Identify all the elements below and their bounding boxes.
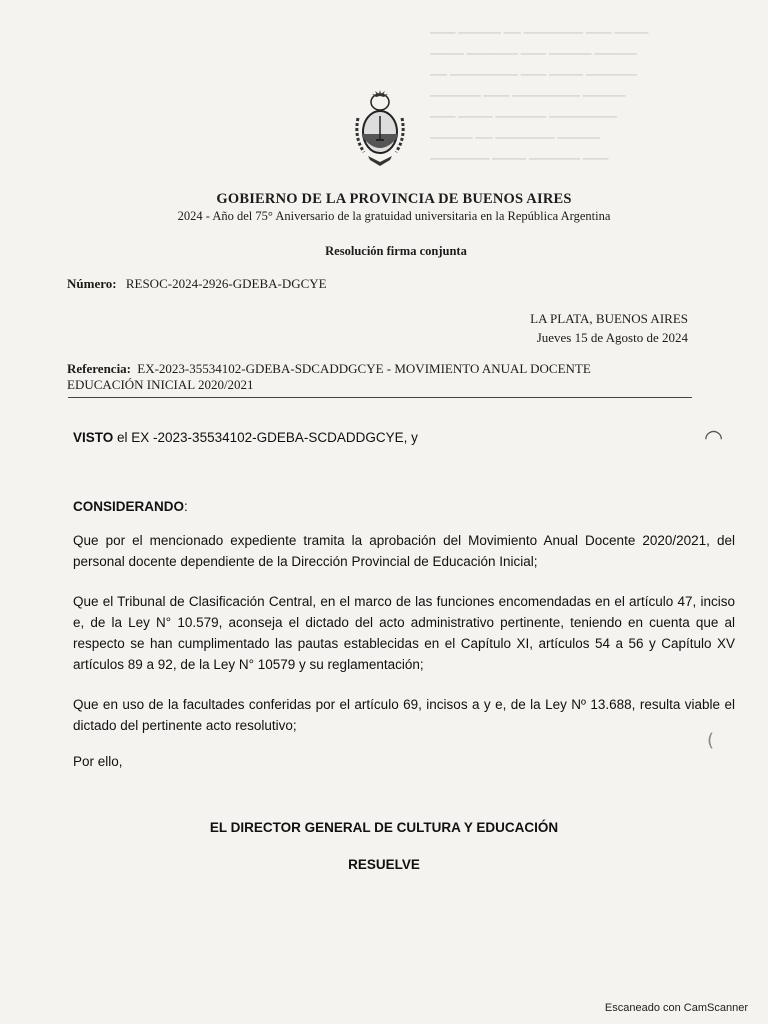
visto-text: el EX -2023-35534102-GDEBA-SCDADDGCYE, y — [113, 430, 418, 445]
visto-label: VISTO — [73, 430, 114, 445]
referencia-line2: EDUCACIÓN INICIAL 2020/2021 — [67, 377, 254, 392]
referencia-label: Referencia: — [67, 361, 132, 376]
paragraph-2: Que el Tribunal de Clasificación Central, en el marco de las funciones encomendadas en el artículo 47, inciso e, de la Ley N° 10.579, aconseja el dictado del acto administrativo pertinente, teniendo en cuenta que al respecto se han cumplimentado las pautas establecidas en el Capítulo XI, artículos 54 a 56 y Capítulo XV artículos 89 a 92, de la Ley N° 10579 y su reglamentación; — [73, 594, 735, 672]
place-line: LA PLATA, BUENOS AIRES — [530, 311, 688, 326]
paragraph-1: Que por el mencionado expediente tramita la aprobación del Movimiento Anual Docente 2020/2021, del personal docente dependiente de la Dirección Provincial de Educación Inicial; — [73, 533, 735, 569]
visto-line — [73, 427, 735, 448]
director-title: EL DIRECTOR GENERAL DE CULTURA Y EDUCACIÓN — [209, 820, 559, 835]
numero-value: RESOC-2024-2926-GDEBA-DGCYE — [125, 276, 327, 291]
punch-hole-mark: ( — [707, 730, 715, 751]
referencia-line1: EX-2023-35534102-GDEBA-SDCADDGCYE - MOVIMIENTO ANUAL DOCENTE — [137, 361, 591, 376]
referencia — [67, 361, 697, 393]
numero-label: Número: — [67, 276, 117, 291]
considerando-label: CONSIDERANDO — [73, 499, 185, 514]
considerando-heading: CONSIDERANDO: — [73, 499, 188, 514]
resuelve-heading: RESUELVE — [348, 857, 420, 872]
punch-hole-mark: ◠ — [704, 426, 724, 451]
resolution-number — [67, 276, 327, 292]
por-ello: Por ello, — [73, 754, 123, 769]
coat-of-arms-icon — [350, 88, 410, 168]
paragraph-3: Que en uso de la facultades conferidas por el artículo 69, incisos a y e, de la Ley Nº 13.688, resulta viable el dictado del pertinente acto resolutivo; — [73, 697, 735, 733]
scanner-watermark: Escaneado con CamScanner — [604, 1002, 748, 1014]
divider — [68, 397, 692, 398]
government-title: GOBIERNO DE LA PROVINCIA DE BUENOS AIRES — [216, 191, 572, 207]
resolution-type: Resolución firma conjunta — [325, 244, 467, 258]
bleed-through-texture: ▁▁▁ ▁▁▁▁▁ ▁▁ ▁▁▁▁▁▁▁ ▁▁▁ ▁▁▁▁ ▁▁▁▁ ▁▁▁▁▁▁ ▁▁▁ ▁▁▁▁▁ ▁▁▁▁▁ ▁▁ ▁▁▁▁▁▁▁▁ ▁▁▁ ▁▁▁▁ ▁▁▁▁▁▁ ▁▁▁▁▁▁ ▁▁▁ ▁▁▁▁▁▁▁▁ ▁▁▁▁▁ ▁▁▁ ▁▁▁▁ ▁▁▁▁▁▁ ▁▁▁▁▁▁▁▁ ▁▁▁▁▁ ▁▁ ▁▁▁▁▁▁▁ ▁▁▁▁▁ ▁▁▁▁▁▁▁ ▁▁▁▁ ▁▁▁▁▁▁ ▁▁▁ — [430, 22, 649, 160]
date-line: Jueves 15 de Agosto de 2024 — [536, 330, 688, 345]
year-motto: 2024 - Año del 75° Aniversario de la gratuidad universitaria en la República Argentina — [177, 209, 611, 223]
